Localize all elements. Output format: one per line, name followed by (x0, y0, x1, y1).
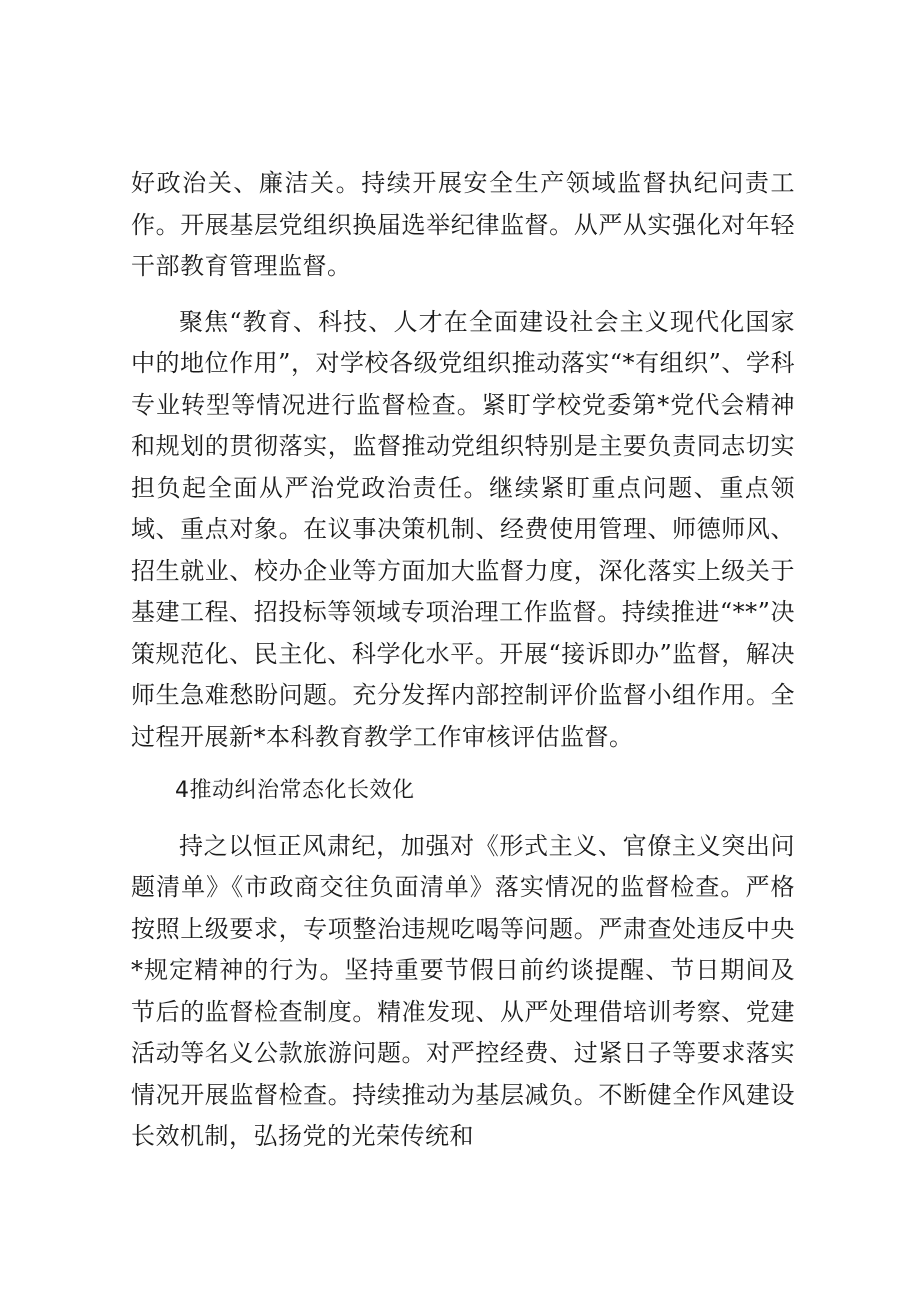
section-heading: 4推动纠治常态化长效化 (175, 778, 415, 803)
paragraph-supervision-focus: 聚焦“教育、科技、人才在全面建设社会主义现代化国家中的地位作用”，对学校各级党组织推动落实“*有组织”、学科专业转型等情况进行监督检查。紧盯学校党委第*党代会精神和规划的贯彻落实，监督推动党组织特别是主要负责同志切实担负起全面从严治党政治责任。继续紧盯重点问题、重点领域、重点对象。在议事决策机制、经费使用管理、师德师风、招生就业、校办企业等方面加大监督力度，深化落实上级关于基建工程、招投标等领域专项治理工作监督。持续推进“**”决策规范化、民主化、科学化水平。开展“接诉即办”监督，解决师生急难愁盼问题。充分发挥内部控制评价监督小组作用。全过程开展新*本科教育教学工作审核评估监督。 (131, 307, 795, 751)
paragraph-style-rectification: 持之以恒正风肃纪，加强对《形式主义、官僚主义突出问题清单》《市政商交往负面清单》落实情况的监督检查。严格按照上级要求，专项整治违规吃喝等问题。严肃查处违反中央*规定精神的行为。坚持重要节假日前约谈提醒、节日期间及节后的监督检查制度。精准发现、从严处理借培训考察、党建活动等名义公款旅游问题。对严控经费、过紧日子等要求落实情况开展监督检查。持续推动为基层减负。不断健全作风建设长效机制，弘扬党的光荣传统和 (131, 831, 795, 1150)
paragraph-continuation: 好政治关、廉洁关。持续开展安全生产领域监督执纪问责工作。开展基层党组织换届选举纪律监督。从严从实强化对年轻干部教育管理监督。 (131, 169, 795, 280)
document-body (131, 163, 795, 1158)
